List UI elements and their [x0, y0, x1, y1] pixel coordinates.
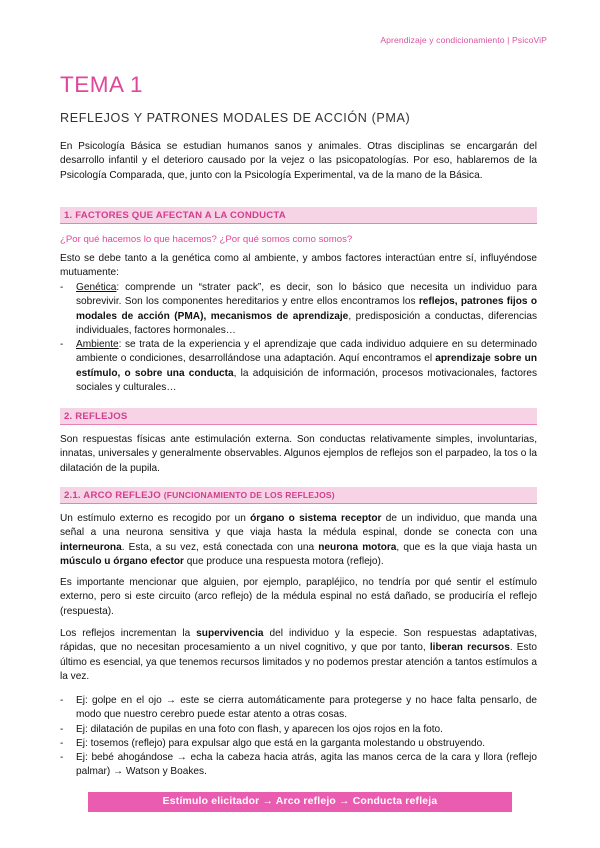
bullet-dash: -	[60, 339, 64, 351]
example-text: Ej: tosemos (reflejo) para expulsar algo que está en la garganta molestando u obstruyendo.	[76, 737, 486, 749]
factors-list	[60, 281, 537, 395]
list-item	[60, 723, 537, 737]
reflex-arc-summary-callout: Estímulo elicitador → Arco reflejo → Conducta refleja	[88, 792, 512, 812]
list-item-ambiente	[60, 338, 537, 395]
bold-text: neurona motora	[318, 541, 397, 553]
text: . Esta, a su vez, está conectada con una	[121, 541, 319, 553]
list-item-genetica	[60, 281, 537, 338]
example-text: Ej: golpe en el ojo → este se cierra automáticamente para protegerse y no hace falta pensarlo, de modo que nuestro cerebro puede estar atento a otras cosas.	[76, 695, 537, 721]
bold-text: supervivencia	[196, 628, 264, 639]
list-item	[60, 751, 537, 780]
section1-lead: Esto se debe tanto a la genética como al ambiente, y ambos factores interactúan entre sí, influyéndose mutuamente:	[60, 253, 537, 279]
page-title: TEMA 1	[60, 72, 144, 97]
bullet-dash: -	[60, 737, 64, 749]
section2-paragraph: Son respuestas físicas ante estimulación externa. Son conductas relativamente simples, involuntarias, innatas, universales y generalmente observables. Algunos ejemplos de reflejos son el parpadeo, la tos o la dilatación de la pupila.	[60, 434, 537, 474]
text: , predisposición a conductas, diferencias individuales, factores hormonales…	[76, 310, 537, 336]
term-genetica: Genética	[76, 282, 117, 293]
bold-text: reflejos, patrones fijos o modales de acción (PMA), mecanismos de aprendizaje	[76, 296, 537, 322]
bullet-dash: -	[60, 695, 64, 706]
example-text: Ej: dilatación de pupilas en una foto con flash, y aparecen los ojos rojos en la foto.	[76, 723, 443, 735]
list-item	[60, 737, 537, 751]
arco-reflejo-paragraph	[60, 512, 537, 569]
text: , la adquisición de información, procesos motivacionales, factores sociales y culturales…	[76, 367, 537, 394]
text: , que es la que viaja hasta un	[396, 541, 538, 553]
text: que produce una respuesta motora (reflejo).	[183, 555, 384, 567]
bold-text: órgano o sistema receptor	[250, 513, 382, 524]
text: del individuo y la especie. Son respuestas adaptativas, rápidas, que no necesitan procesamiento a un nivel cognitivo, y que por tanto,	[60, 628, 537, 654]
text: de un individuo, que manda una señal a una neurona sensitiva y que viaja hasta la médula espinal, donde se conecta con una	[60, 513, 537, 539]
supervivencia-paragraph	[60, 627, 537, 684]
text: Los reflejos incrementan la	[60, 628, 197, 639]
running-header: Aprendizaje y condicionamiento | PsicoViP	[380, 35, 547, 45]
section-heading-1: 1. FACTORES QUE AFECTAN A LA CONDUCTA	[60, 207, 537, 224]
page-subtitle: REFLEJOS Y PATRONES MODALES DE ACCIÓN (PMA)	[60, 111, 411, 125]
section-heading-2: 2. REFLEJOS	[60, 408, 537, 425]
examples-list	[60, 694, 537, 780]
bold-text: aprendizaje sobre un estímulo, o sobre una conducta	[76, 353, 537, 379]
section-question: ¿Por qué hacemos lo que hacemos? ¿Por qué somos como somos?	[60, 234, 353, 245]
intro-paragraph: En Psicología Básica se estudian humanos sanos y animales. Otras disciplinas se encargarán del desarrollo infantil y el deterioro causado por la vejez o las psicopatologías. Por eso, hablaremos de la Psicología Comparada, que, junto con la Psicología Experimental, va de la mano de la Básica.	[60, 141, 537, 181]
text: . Esto último es esencial, ya que tenemos recursos limitados y no podemos prestar atención a tantos estímulos a la vez.	[60, 642, 538, 682]
text: Un estímulo externo es recogido por un	[60, 513, 251, 524]
bullet-dash: -	[60, 282, 64, 293]
term-ambiente: Ambiente	[76, 339, 119, 351]
bullet-dash: -	[60, 752, 64, 764]
bullet-dash: -	[60, 723, 64, 735]
heading-main: 2.1. ARCO REFLEJO	[64, 490, 164, 501]
section-heading-2-1	[60, 487, 537, 504]
text: : comprende un “strater pack”, es decir, son lo básico que necesita un individuo para sobrevivir. Son los componentes hereditarios y entre ellos encontramos los	[76, 282, 537, 308]
paraplejico-paragraph: Es importante mencionar que alguien, por ejemplo, parapléjico, no tendría por qué sentir el estímulo externo, pero si este circuito (arco reflejo) de la médula espinal no está dañado, se produciría el reflejo (respuesta).	[60, 577, 537, 617]
list-item	[60, 694, 537, 723]
example-text: Ej: bebé ahogándose → echa la cabeza hacia atrás, agita las manos cerca de la cara y llora (reflejo palmar) → Watson y Boakes.	[76, 752, 537, 778]
heading-small: (FUNCIONAMIENTO DE LOS REFLEJOS)	[163, 490, 335, 500]
bold-text: interneurona	[60, 541, 122, 553]
bold-text: músculo u órgano efector	[60, 555, 184, 567]
text: : se trata de la experiencia y el aprendizaje que cada individuo adquiere en su determinado ambiente o condiciones, desarrollándose una adaptación. Aquí encontramos el	[76, 339, 537, 365]
bold-text: liberan recursos	[429, 642, 510, 654]
